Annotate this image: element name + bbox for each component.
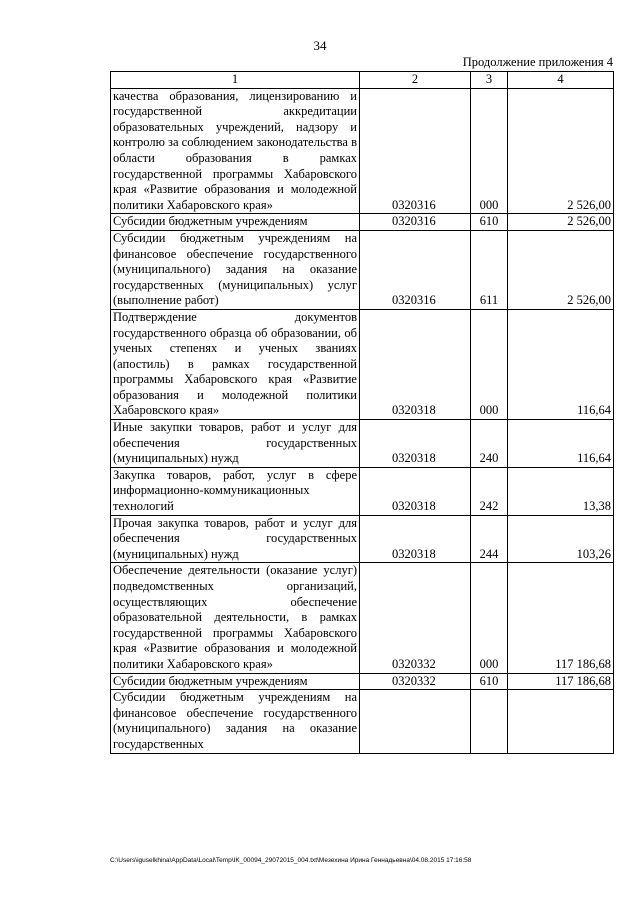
- table-row: [111, 673, 614, 690]
- row-amount: 116,64: [508, 420, 614, 468]
- row-amount: 2 526,00: [508, 214, 614, 231]
- table-row: [111, 515, 614, 563]
- row-code: [360, 690, 471, 753]
- row-amount: 116,64: [508, 309, 614, 419]
- row-amount: 117 186,68: [508, 673, 614, 690]
- row-description: Прочая закупка товаров, работ и услуг для обеспечения государственных (муниципальных) нужд: [111, 515, 360, 563]
- table-row: [111, 563, 614, 673]
- table-row: [111, 230, 614, 309]
- row-description: качества образования, лицензированию и государственной аккредитации образовательных учреждений, надзору и контролю за соблюдением законодательства в области образования в рамках государственной программы Хабаровского края «Развитие образования и молодежной политики Хабаровского края»: [111, 88, 360, 214]
- budget-table: [110, 71, 614, 754]
- row-description: Подтверждение документов государственного образца об образовании, об ученых степенях и ученых званиях (апостиль) в рамках государственной программы Хабаровского края «Развитие образования и молодежной политики Хабаровского края»: [111, 309, 360, 419]
- row-expense-type: 244: [471, 515, 508, 563]
- page-number: 34: [313, 38, 327, 53]
- table-row: [111, 420, 614, 468]
- row-code: 0320316: [360, 230, 471, 309]
- row-code: 0320318: [360, 309, 471, 419]
- row-description: Субсидии бюджетным учреждениям: [111, 673, 360, 690]
- row-expense-type: 610: [471, 214, 508, 231]
- row-amount: 2 526,00: [508, 230, 614, 309]
- row-code: 0320332: [360, 563, 471, 673]
- header-row: [111, 72, 614, 89]
- row-expense-type: 000: [471, 88, 508, 214]
- row-expense-type: [471, 690, 508, 753]
- row-description: Обеспечение деятельности (оказание услуг) подведомственных организаций, осуществляющих обеспечение образовательной деятельности, в рамках государственной программы Хабаровского края «Развитие образования и молодежной политики Хабаровского края»: [111, 563, 360, 673]
- table-row: [111, 690, 614, 753]
- column-header: 2: [360, 72, 471, 89]
- table-row: [111, 214, 614, 231]
- continuation-note: Продолжение приложения 4: [462, 55, 613, 69]
- row-expense-type: 610: [471, 673, 508, 690]
- table-row: [111, 88, 614, 214]
- row-code: 0320332: [360, 673, 471, 690]
- row-amount: 103,26: [508, 515, 614, 563]
- row-expense-type: 000: [471, 309, 508, 419]
- table-row: [111, 467, 614, 515]
- row-code: 0320316: [360, 88, 471, 214]
- column-header: 4: [508, 72, 614, 89]
- row-amount: 13,38: [508, 467, 614, 515]
- column-header: 1: [111, 72, 360, 89]
- row-description: Субсидии бюджетным учреждениям на финансовое обеспечение государственного (муниципального) задания на оказание государственных (муниципальных) услуг (выполнение работ): [111, 230, 360, 309]
- row-code: 0320318: [360, 515, 471, 563]
- row-code: 0320318: [360, 420, 471, 468]
- column-header: 3: [471, 72, 508, 89]
- row-amount: [508, 690, 614, 753]
- row-code: 0320318: [360, 467, 471, 515]
- row-expense-type: 242: [471, 467, 508, 515]
- row-expense-type: 000: [471, 563, 508, 673]
- row-amount: 2 526,00: [508, 88, 614, 214]
- file-path-footer: C:\Users\iguselkhina\AppData\Local\Temp\IK_00094_29072015_004.txt\Мезехина Ирина Геннадьевна\04.08.2015 17:16:58: [110, 857, 472, 864]
- row-description: Закупка товаров, работ, услуг в сфере информационно-коммуникационных технологий: [111, 467, 360, 515]
- row-description: Субсидии бюджетным учреждениям: [111, 214, 360, 231]
- row-description: Иные закупки товаров, работ и услуг для обеспечения государственных (муниципальных) нужд: [111, 420, 360, 468]
- row-amount: 117 186,68: [508, 563, 614, 673]
- table-row: [111, 309, 614, 419]
- row-description: Субсидии бюджетным учреждениям на финансовое обеспечение государственного (муниципального) задания на оказание государственных: [111, 690, 360, 753]
- row-code: 0320316: [360, 214, 471, 231]
- row-expense-type: 611: [471, 230, 508, 309]
- row-expense-type: 240: [471, 420, 508, 468]
